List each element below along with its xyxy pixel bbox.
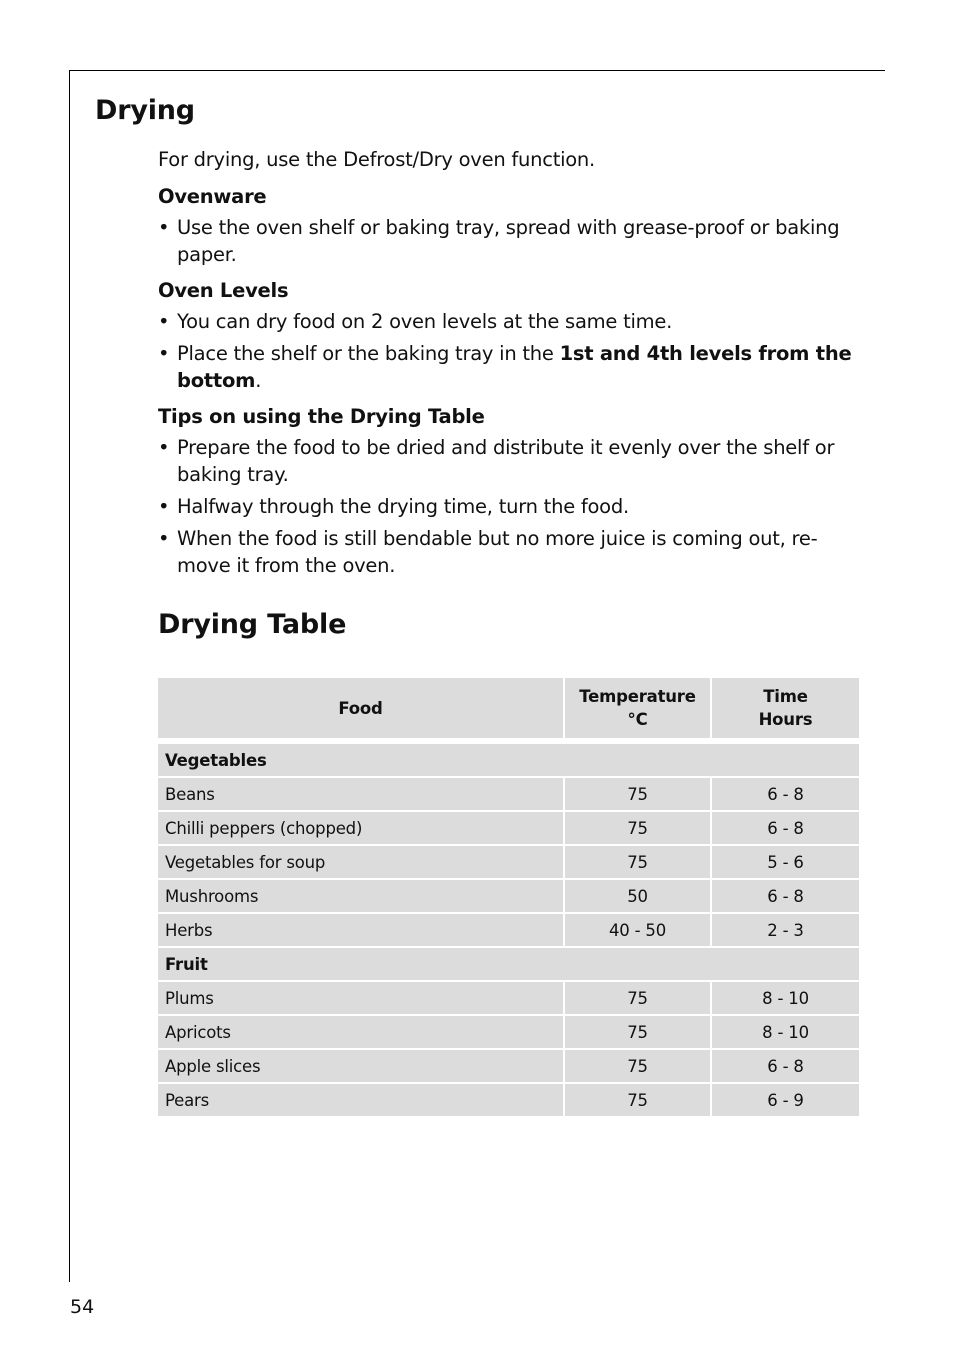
table-row xyxy=(158,880,859,914)
time-cell: 2 - 3 xyxy=(712,914,859,948)
food-cell: Apple slices xyxy=(158,1050,565,1084)
temp-cell: 75 xyxy=(565,846,712,880)
time-cell: 6 - 8 xyxy=(712,812,859,846)
tips-list xyxy=(158,434,858,579)
time-cell: 6 - 9 xyxy=(712,1084,859,1118)
oven-levels-heading: Oven Levels xyxy=(158,279,289,302)
table-row xyxy=(158,846,859,880)
time-cell: 6 - 8 xyxy=(712,778,859,812)
table-row xyxy=(158,1016,859,1050)
table-row xyxy=(158,914,859,948)
food-cell: Herbs xyxy=(158,914,565,948)
list-item: • Use the oven shelf or baking tray, spread with grease-proof or baking paper. xyxy=(158,214,858,268)
group-row-fruit xyxy=(158,948,859,982)
food-cell: Chilli peppers (chopped) xyxy=(158,812,565,846)
intro-text: For drying, use the Defrost/Dry oven function. xyxy=(158,148,595,171)
table-row xyxy=(158,982,859,1016)
list-item xyxy=(158,340,858,394)
oven-levels-list xyxy=(158,308,858,394)
top-rule xyxy=(69,70,885,71)
left-rule xyxy=(69,70,70,1282)
header-temperature xyxy=(565,678,712,744)
table-row xyxy=(158,812,859,846)
header-food: Food xyxy=(158,678,565,744)
food-cell: Mushrooms xyxy=(158,880,565,914)
ovenware-heading: Ovenware xyxy=(158,185,267,208)
table-row xyxy=(158,1084,859,1118)
page-title: Drying xyxy=(95,95,195,126)
temp-cell: 75 xyxy=(565,1016,712,1050)
header-time xyxy=(712,678,859,744)
header-temperature-line1: Temperature xyxy=(579,687,696,706)
temp-cell: 50 xyxy=(565,880,712,914)
table-row xyxy=(158,778,859,812)
header-time-line1: Time xyxy=(763,687,808,706)
table-title: Drying Table xyxy=(158,609,347,640)
table-header-row xyxy=(158,678,859,744)
table-row xyxy=(158,1050,859,1084)
temp-cell: 75 xyxy=(565,982,712,1016)
ovenware-list xyxy=(158,214,858,268)
group-row-vegetables xyxy=(158,744,859,778)
drying-instructions xyxy=(158,146,858,588)
time-cell: 6 - 8 xyxy=(712,880,859,914)
list-item: • Prepare the food to be dried and distribute it evenly over the shelf or baking tray. xyxy=(158,434,858,488)
list-item: • When the food is still bendable but no more juice is coming out, re-move it from the oven. xyxy=(158,525,858,579)
food-cell: Vegetables for soup xyxy=(158,846,565,880)
temp-cell: 75 xyxy=(565,1084,712,1118)
levels-text-post: . xyxy=(255,369,262,392)
food-cell: Beans xyxy=(158,778,565,812)
food-cell: Apricots xyxy=(158,1016,565,1050)
list-item: • Halfway through the drying time, turn the food. xyxy=(158,493,858,520)
group-name: Vegetables xyxy=(158,744,859,778)
temp-cell: 75 xyxy=(565,778,712,812)
food-cell: Plums xyxy=(158,982,565,1016)
temp-cell: 75 xyxy=(565,1050,712,1084)
page-number: 54 xyxy=(70,1296,95,1318)
group-name: Fruit xyxy=(158,948,859,982)
tips-heading: Tips on using the Drying Table xyxy=(158,405,485,428)
temp-cell: 40 - 50 xyxy=(565,914,712,948)
header-temperature-unit: °C xyxy=(627,710,648,729)
temp-cell: 75 xyxy=(565,812,712,846)
list-item: • You can dry food on 2 oven levels at the same time. xyxy=(158,308,858,335)
time-cell: 6 - 8 xyxy=(712,1050,859,1084)
time-cell: 8 - 10 xyxy=(712,1016,859,1050)
drying-table xyxy=(158,678,859,1118)
time-cell: 8 - 10 xyxy=(712,982,859,1016)
header-time-unit: Hours xyxy=(758,710,813,729)
levels-text-pre: Place the shelf or the baking tray in the xyxy=(177,342,560,365)
time-cell: 5 - 6 xyxy=(712,846,859,880)
levels-text-bold: 1st and 4th levels from the bottom xyxy=(177,342,852,392)
food-cell: Pears xyxy=(158,1084,565,1118)
